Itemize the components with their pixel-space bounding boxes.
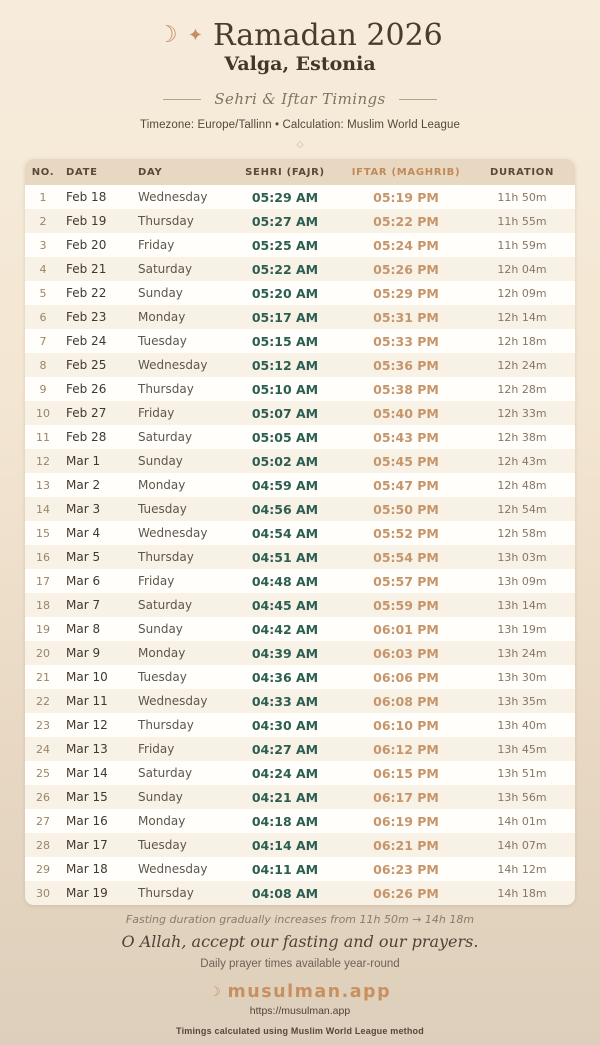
subtitle-divider [0,90,600,108]
iftar-time-cell: 05:45 PM [373,453,439,469]
day-cell: Friday [138,574,175,588]
table-row [25,257,575,281]
duration-cell: 11h 55m [497,214,547,228]
iftar-time-cell: 05:38 PM [373,381,439,397]
iftar-time-cell: 06:08 PM [373,693,439,709]
row-number-cell: 8 [39,358,47,372]
table-row [25,785,575,809]
iftar-time-cell: 05:57 PM [373,573,439,589]
duration-cell: 12h 33m [497,406,547,420]
sehri-time-cell: 04:30 AM [251,717,319,733]
day-cell: Sunday [138,286,183,300]
iftar-time-cell: 05:19 PM [373,189,439,205]
table-row [25,233,575,257]
row-number-cell: 5 [39,286,47,300]
iftar-time-cell: 06:17 PM [373,789,439,805]
iftar-time-cell: 05:47 PM [373,477,439,493]
date-cell: Mar 12 [66,718,108,732]
row-number-cell: 10 [36,406,50,420]
duration-cell: 14h 07m [497,838,547,852]
sehri-time-cell: 04:24 AM [251,765,319,781]
table-row [25,353,575,377]
day-cell: Monday [138,646,186,660]
date-cell: Mar 2 [66,478,101,492]
day-cell: Thursday [138,214,194,228]
date-cell: Feb 20 [66,238,107,252]
table-row [25,545,575,569]
page-title: Ramadan 2026 [212,18,443,53]
timezone-calculation-meta: Timezone: Europe/Tallinn • Calculation: Muslim World League [140,119,460,131]
day-cell: Wednesday [138,358,208,372]
date-cell: Mar 13 [66,742,108,756]
prayer-times-table [25,159,575,905]
day-cell: Thursday [138,550,194,564]
day-cell: Friday [138,238,175,252]
day-cell: Friday [138,406,175,420]
table-row [25,641,575,665]
iftar-time-cell: 06:23 PM [373,861,439,877]
column-header-day: DAY [133,159,227,185]
date-cell: Feb 28 [66,430,107,444]
timetable-card [25,159,575,905]
duration-cell: 12h 24m [497,358,547,372]
column-header-sehri: SEHRI (FAJR) [227,159,343,185]
date-cell: Feb 19 [66,214,107,228]
row-number-cell: 23 [36,718,50,732]
divider-line-left [163,99,201,100]
table-row [25,521,575,545]
sehri-time-cell: 05:10 AM [251,381,319,397]
location-title: Valga, Estonia [224,53,376,75]
sehri-time-cell: 04:33 AM [251,693,319,709]
divider-line-right [399,99,437,100]
row-number-cell: 24 [36,742,50,756]
column-header-date: DATE [61,159,133,185]
duration-cell: 13h 24m [497,646,547,660]
row-number-cell: 22 [36,694,50,708]
sehri-time-cell: 04:18 AM [251,813,319,829]
brand-url: https://musulman.app [249,1005,351,1017]
sehri-time-cell: 05:17 AM [251,309,319,325]
row-number-cell: 12 [36,454,50,468]
row-number-cell: 4 [39,262,47,276]
duration-cell: 13h 30m [497,670,547,684]
duration-cell: 13h 14m [497,598,547,612]
iftar-time-cell: 06:06 PM [373,669,439,685]
row-number-cell: 9 [39,382,47,396]
day-cell: Wednesday [138,862,208,876]
duration-cell: 12h 48m [497,478,547,492]
date-cell: Feb 22 [66,286,107,300]
sehri-time-cell: 04:11 AM [251,861,319,877]
day-cell: Wednesday [138,694,208,708]
duration-cell: 13h 45m [497,742,547,756]
sehri-time-cell: 05:15 AM [251,333,319,349]
table-header [25,159,575,185]
date-cell: Feb 24 [66,334,107,348]
sehri-time-cell: 05:27 AM [251,213,319,229]
row-number-cell: 27 [36,814,50,828]
iftar-time-cell: 06:10 PM [373,717,439,733]
sehri-time-cell: 05:29 AM [251,189,319,205]
iftar-time-cell: 06:21 PM [373,837,439,853]
sehri-time-cell: 05:07 AM [251,405,319,421]
day-cell: Thursday [138,382,194,396]
date-cell: Mar 17 [66,838,108,852]
day-cell: Sunday [138,622,183,636]
duration-cell: 14h 18m [497,886,547,900]
table-row [25,617,575,641]
table-row [25,689,575,713]
iftar-time-cell: 06:19 PM [373,813,439,829]
sehri-time-cell: 05:05 AM [251,429,319,445]
iftar-time-cell: 05:59 PM [373,597,439,613]
sehri-time-cell: 05:20 AM [251,285,319,301]
day-cell: Friday [138,742,175,756]
day-cell: Saturday [138,430,193,444]
row-number-cell: 30 [36,886,50,900]
table-row [25,305,575,329]
row-number-cell: 17 [36,574,50,588]
sehri-time-cell: 04:14 AM [251,837,319,853]
duration-cell: 12h 58m [497,526,547,540]
date-cell: Mar 18 [66,862,108,876]
sehri-time-cell: 05:25 AM [251,237,319,253]
row-number-cell: 3 [39,238,47,252]
day-cell: Monday [138,814,186,828]
date-cell: Feb 18 [66,190,107,204]
row-number-cell: 28 [36,838,50,852]
sehri-time-cell: 04:59 AM [251,477,319,493]
date-cell: Feb 25 [66,358,107,372]
day-cell: Monday [138,310,186,324]
row-number-cell: 14 [36,502,50,516]
row-number-cell: 18 [36,598,50,612]
table-row [25,449,575,473]
poster-header [0,0,600,150]
day-cell: Saturday [138,598,193,612]
date-cell: Mar 14 [66,766,108,780]
row-number-cell: 15 [36,526,50,540]
day-cell: Tuesday [138,838,187,852]
date-cell: Mar 7 [66,598,101,612]
table-row [25,401,575,425]
iftar-time-cell: 05:22 PM [373,213,439,229]
timetable-body [25,185,575,905]
table-row [25,665,575,689]
title-row [0,18,600,53]
date-cell: Feb 26 [66,382,107,396]
table-row [25,185,575,209]
duration-cell: 11h 50m [497,190,547,204]
day-cell: Wednesday [138,526,208,540]
day-cell: Tuesday [138,670,187,684]
sehri-time-cell: 04:54 AM [251,525,319,541]
row-number-cell: 7 [39,334,47,348]
column-header-no: NO. [25,159,61,185]
sehri-time-cell: 04:42 AM [251,621,319,637]
iftar-time-cell: 05:54 PM [373,549,439,565]
calculation-method-note: Timings calculated using Muslim World League method [176,1026,424,1036]
row-number-cell: 11 [36,430,50,444]
sparkle-star-icon: ✦ [187,24,203,46]
iftar-time-cell: 06:03 PM [373,645,439,661]
day-cell: Saturday [138,766,193,780]
duration-cell: 13h 19m [497,622,547,636]
duration-cell: 13h 40m [497,718,547,732]
date-cell: Mar 1 [66,454,101,468]
sehri-time-cell: 04:48 AM [251,573,319,589]
row-number-cell: 25 [36,766,50,780]
date-cell: Mar 8 [66,622,101,636]
iftar-time-cell: 05:24 PM [373,237,439,253]
sehri-time-cell: 04:36 AM [251,669,319,685]
iftar-time-cell: 06:15 PM [373,765,439,781]
iftar-time-cell: 05:40 PM [373,405,439,421]
day-cell: Thursday [138,886,194,900]
date-cell: Feb 21 [66,262,107,276]
duration-cell: 12h 28m [497,382,547,396]
duration-cell: 13h 09m [497,574,547,588]
iftar-time-cell: 05:52 PM [373,525,439,541]
duration-cell: 12h 09m [497,286,547,300]
sehri-time-cell: 04:51 AM [251,549,319,565]
day-cell: Thursday [138,718,194,732]
iftar-time-cell: 06:12 PM [373,741,439,757]
sehri-time-cell: 04:08 AM [251,885,319,901]
date-cell: Mar 4 [66,526,101,540]
date-cell: Mar 6 [66,574,101,588]
date-cell: Mar 16 [66,814,108,828]
table-row [25,473,575,497]
iftar-time-cell: 06:01 PM [373,621,439,637]
sehri-time-cell: 04:56 AM [251,501,319,517]
sehri-time-cell: 05:22 AM [251,261,319,277]
row-number-cell: 29 [36,862,50,876]
day-cell: Sunday [138,790,183,804]
iftar-time-cell: 06:26 PM [373,885,439,901]
iftar-time-cell: 05:50 PM [373,501,439,517]
table-row [25,833,575,857]
duration-cell: 12h 54m [497,502,547,516]
column-header-iftar: IFTAR (MAGHRIB) [343,159,469,185]
iftar-time-cell: 05:31 PM [373,309,439,325]
duration-cell: 14h 12m [497,862,547,876]
date-cell: Mar 11 [66,694,108,708]
table-row [25,209,575,233]
table-row [25,737,575,761]
brand-row [0,982,600,1002]
crescent-moon-icon: ☾ [157,22,178,48]
column-header-duration: DURATION [469,159,575,185]
brand-crescent-icon: ☾ [208,984,221,1000]
sehri-time-cell: 05:02 AM [251,453,319,469]
sehri-time-cell: 04:45 AM [251,597,319,613]
table-row [25,593,575,617]
sehri-time-cell: 04:21 AM [251,789,319,805]
dua-quote: O Allah, accept our fasting and our prayers. [121,932,479,951]
day-cell: Tuesday [138,334,187,348]
row-number-cell: 6 [39,310,47,324]
duration-cell: 13h 03m [497,550,547,564]
iftar-time-cell: 05:43 PM [373,429,439,445]
day-cell: Sunday [138,454,183,468]
row-number-cell: 26 [36,790,50,804]
table-row [25,761,575,785]
date-cell: Mar 5 [66,550,101,564]
fasting-duration-note: Fasting duration gradually increases from 11h 50m → 14h 18m [125,913,475,926]
day-cell: Wednesday [138,190,208,204]
table-header-row [25,159,575,185]
date-cell: Mar 9 [66,646,101,660]
table-row [25,713,575,737]
duration-cell: 13h 35m [497,694,547,708]
table-row [25,329,575,353]
duration-cell: 12h 38m [497,430,547,444]
duration-cell: 12h 18m [497,334,547,348]
duration-cell: 11h 59m [497,238,547,252]
sehri-time-cell: 04:27 AM [251,741,319,757]
table-row [25,809,575,833]
row-number-cell: 2 [39,214,47,228]
table-row [25,281,575,305]
duration-cell: 12h 43m [497,454,547,468]
row-number-cell: 19 [36,622,50,636]
duration-cell: 12h 14m [497,310,547,324]
table-row [25,377,575,401]
table-row [25,857,575,881]
iftar-time-cell: 05:33 PM [373,333,439,349]
sehri-time-cell: 05:12 AM [251,357,319,373]
row-number-cell: 1 [39,190,47,204]
date-cell: Feb 23 [66,310,107,324]
date-cell: Mar 15 [66,790,108,804]
table-row [25,497,575,521]
date-cell: Mar 3 [66,502,101,516]
subtitle: Sehri & Iftar Timings [214,90,386,108]
iftar-time-cell: 05:26 PM [373,261,439,277]
duration-cell: 12h 04m [497,262,547,276]
day-cell: Tuesday [138,502,187,516]
day-cell: Monday [138,478,186,492]
duration-cell: 14h 01m [497,814,547,828]
date-cell: Mar 10 [66,670,108,684]
table-row [25,425,575,449]
table-row [25,881,575,905]
row-number-cell: 16 [36,550,50,564]
duration-cell: 13h 51m [497,766,547,780]
diamond-ornament-icon: ◇ [296,140,304,150]
row-number-cell: 13 [36,478,50,492]
brand-name: musulman.app [227,982,392,1002]
poster-footer [0,913,600,1036]
sehri-time-cell: 04:39 AM [251,645,319,661]
row-number-cell: 20 [36,646,50,660]
availability-note: Daily prayer times available year-round [200,958,400,970]
date-cell: Mar 19 [66,886,108,900]
row-number-cell: 21 [36,670,50,684]
table-row [25,569,575,593]
day-cell: Saturday [138,262,193,276]
iftar-time-cell: 05:29 PM [373,285,439,301]
duration-cell: 13h 56m [497,790,547,804]
date-cell: Feb 27 [66,406,107,420]
iftar-time-cell: 05:36 PM [373,357,439,373]
